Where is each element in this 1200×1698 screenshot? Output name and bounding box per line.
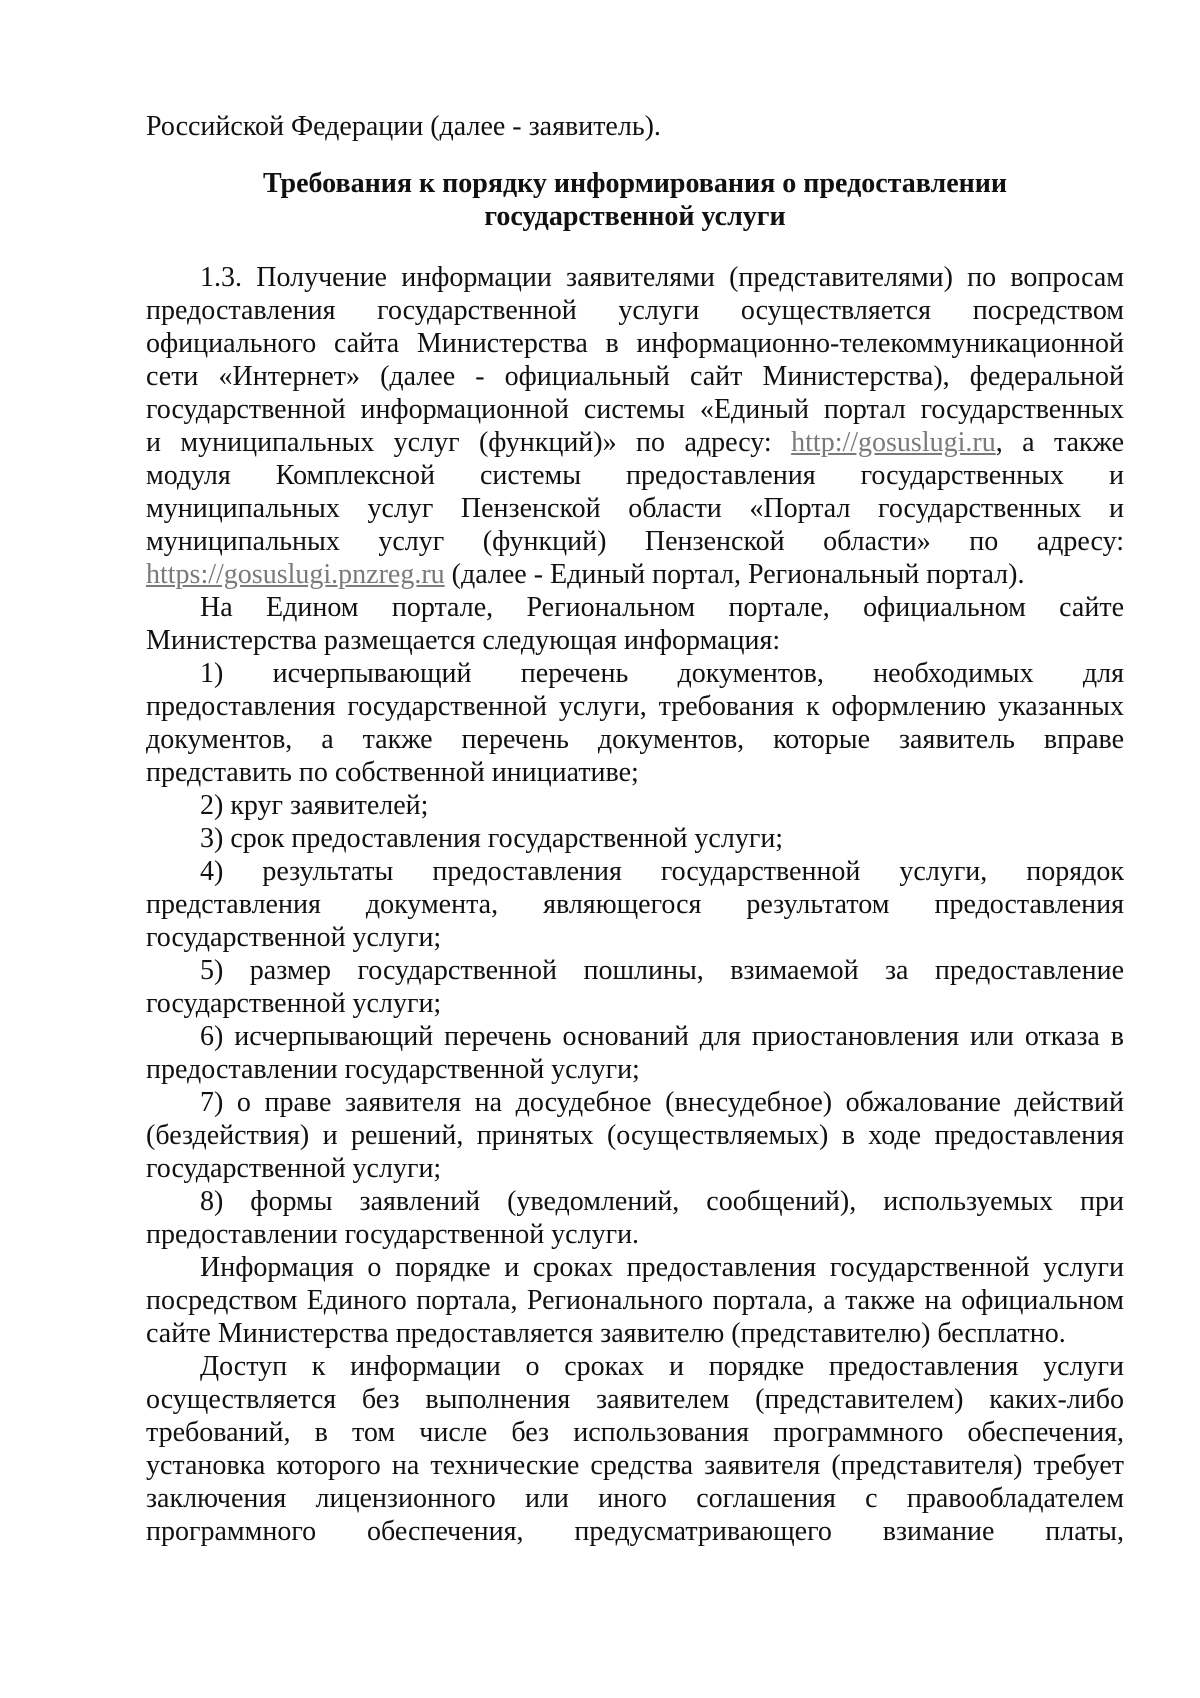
free-line-3: сайте Министерства предоставляется заявителю (представителю) бесплатно. <box>146 1318 1066 1349</box>
list-item-3: 3) срок предоставления государственной услуги; <box>200 823 784 854</box>
list-item-8-line-2: предоставлении государственной услуги. <box>146 1219 640 1250</box>
list-item-7-line-2: (бездействия) и решений, принятых (осуществляемых) в ходе предоставления <box>146 1120 1124 1151</box>
list-item-7-line-1: 7) о праве заявителя на досудебное (внесудебное) обжалование действий <box>200 1087 1124 1118</box>
p13-line-8: муниципальных услуг Пензенской области «Портал государственных и <box>146 493 1124 524</box>
spacer <box>146 233 1124 261</box>
p13-line-1: 1.3. Получение информации заявителями (представителями) по вопросам <box>200 262 1124 293</box>
list-item-6-line-2: предоставлении государственной услуги; <box>146 1054 640 1085</box>
access-line-5: заключения лицензионного или иного соглашения с правообладателем <box>146 1483 1124 1514</box>
p13-line-5: государственной информационной системы «Единый портал государственных <box>146 394 1124 425</box>
heading-line-2: государственной услуги <box>484 201 786 232</box>
info-line-1: На Едином портале, Региональном портале, официальном сайте <box>200 592 1124 623</box>
paragraph-1-3 <box>146 261 1124 591</box>
p13-line-7: модуля Комплексной системы предоставления государственных и <box>146 460 1124 491</box>
document-page <box>146 110 1124 1548</box>
list-item-7-line-3: государственной услуги; <box>146 1153 442 1184</box>
access-line-3: требований, в том числе без использования программного обеспечения, <box>146 1417 1124 1448</box>
regional-portal-link[interactable]: https://gosuslugi.pnzreg.ru <box>146 559 445 590</box>
p13-line-3: официального сайта Министерства в информационно-телекоммуникационной <box>146 328 1124 359</box>
free-line-2: посредством Единого портала, Регионального портала, а также на официальном <box>146 1285 1124 1316</box>
p13-line-2: предоставления государственной услуги осуществляется посредством <box>146 295 1124 326</box>
access-line-2: осуществляется без выполнения заявителем (представителем) каких-либо <box>146 1384 1124 1415</box>
access-line-4: установка которого на технические средства заявителя (представителя) требует <box>146 1450 1124 1481</box>
p13-line-6 <box>146 426 1124 459</box>
info-list <box>146 657 1124 1251</box>
info-line-2: Министерства размещается следующая информация: <box>146 625 781 656</box>
free-line-1: Информация о порядке и сроках предоставления государственной услуги <box>200 1252 1124 1283</box>
p13-line-6-pre: и муниципальных услуг (функций)» по адресу: <box>146 427 792 458</box>
list-item-5-line-2: государственной услуги; <box>146 988 442 1019</box>
list-item-1-line-1: 1) исчерпывающий перечень документов, необходимых для <box>200 658 1124 689</box>
list-item-4-line-1: 4) результаты предоставления государственной услуги, порядок <box>200 856 1124 887</box>
heading-line-1: Требования к порядку информирования о предоставлении <box>262 168 1008 199</box>
list-item-1-line-4: представить по собственной инициативе; <box>146 757 639 788</box>
list-item-4-line-3: государственной услуги; <box>146 922 442 953</box>
p13-line-10-post: (далее - Единый портал, Региональный портал). <box>444 559 1025 590</box>
p13-line-10 <box>146 558 1124 591</box>
list-item-4-line-2: представления документа, являющегося результатом предоставления <box>146 889 1124 920</box>
intro-line: Российской Федерации (далее - заявитель). <box>146 111 661 142</box>
section-heading <box>146 167 1124 233</box>
access-line-1: Доступ к информации о сроках и порядке предоставления услуги <box>200 1351 1124 1382</box>
p13-line-6-post: , а также <box>995 427 1124 458</box>
list-item-1-line-3: документов, а также перечень документов, которые заявитель вправе <box>146 724 1124 755</box>
list-item-8-line-1: 8) формы заявлений (уведомлений, сообщений), используемых при <box>200 1186 1124 1217</box>
list-item-6-line-1: 6) исчерпывающий перечень оснований для приостановления или отказа в <box>200 1021 1124 1052</box>
paragraph-info <box>146 591 1124 657</box>
list-item-1-line-2: предоставления государственной услуги, требования к оформлению указанных <box>146 691 1124 722</box>
gosuslugi-link[interactable]: http://gosuslugi.ru <box>791 427 996 458</box>
list-item-2: 2) круг заявителей; <box>200 790 429 821</box>
paragraph-free-info <box>146 1251 1124 1350</box>
p13-line-9: муниципальных услуг (функций) Пензенской области» по адресу: <box>146 526 1124 557</box>
access-line-6: программного обеспечения, предусматривающего взимание платы, <box>146 1516 1124 1547</box>
paragraph-access <box>146 1350 1124 1548</box>
p13-line-4: сети «Интернет» (далее - официальный сайт Министерства), федеральной <box>146 361 1124 392</box>
list-item-5-line-1: 5) размер государственной пошлины, взимаемой за предоставление <box>200 955 1124 986</box>
